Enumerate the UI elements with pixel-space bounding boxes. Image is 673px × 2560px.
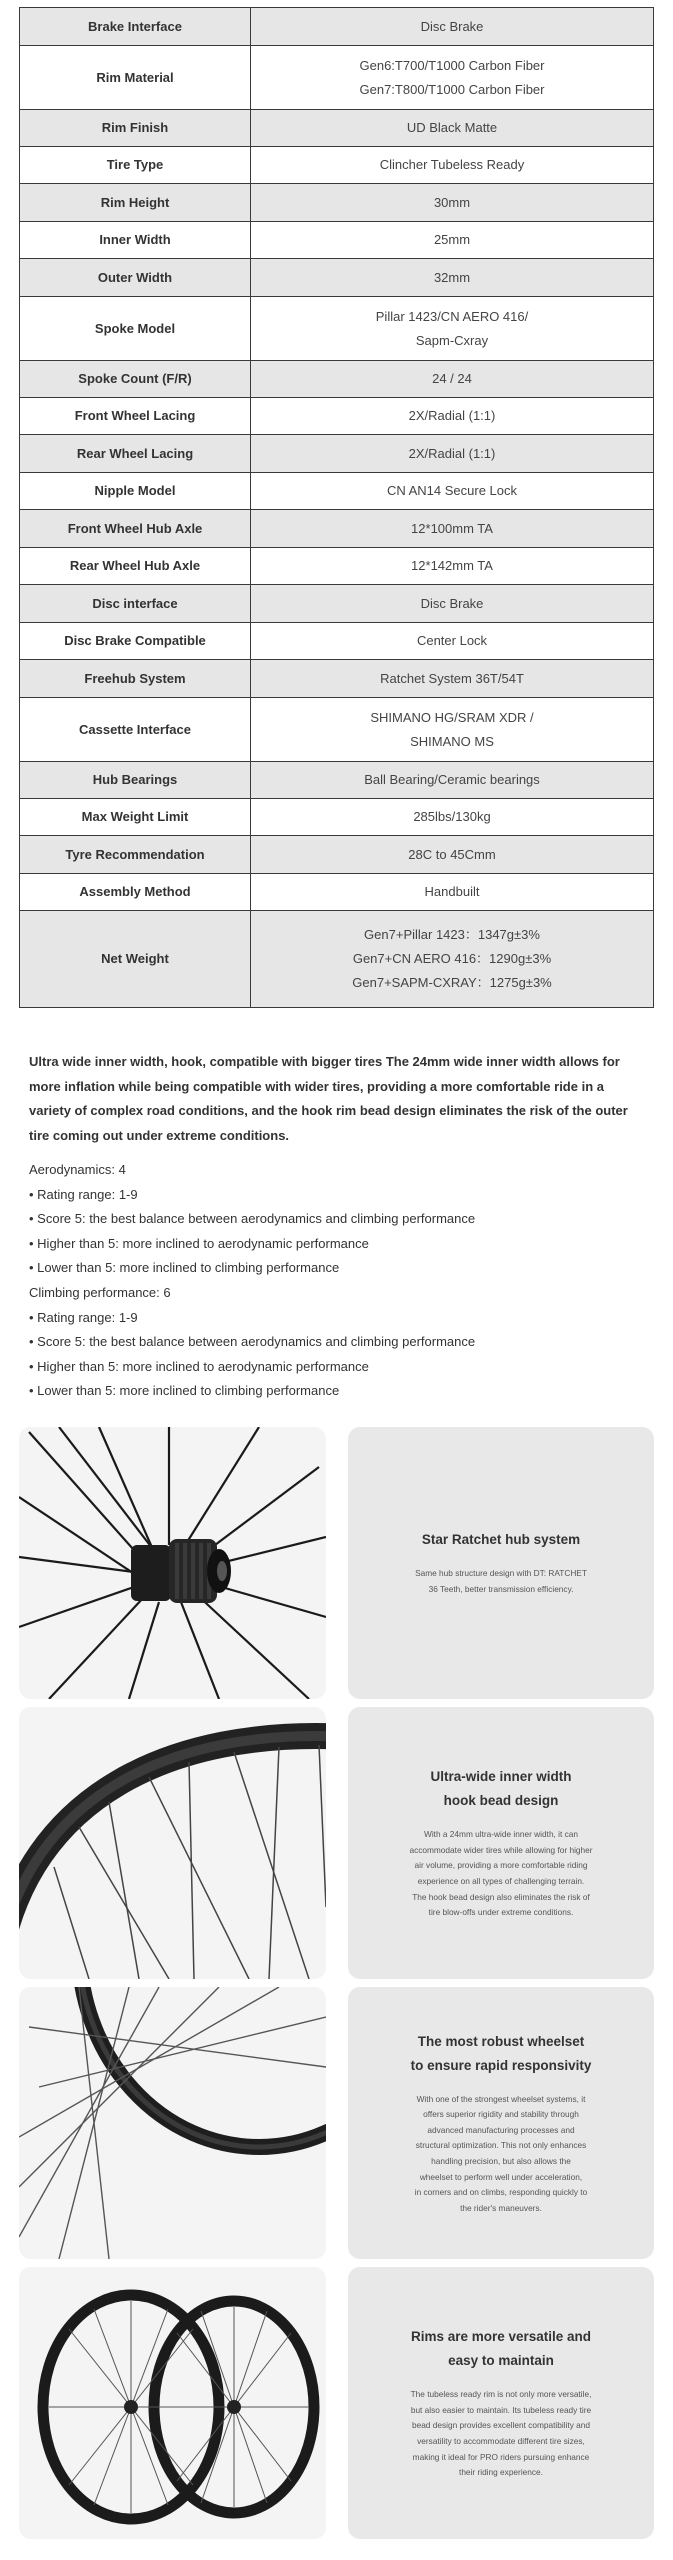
spec-value: Handbuilt	[251, 874, 654, 911]
spec-label: Rear Wheel Lacing	[20, 435, 251, 473]
spec-label: Disc interface	[20, 585, 251, 623]
feature-card	[348, 1987, 654, 2259]
spec-row	[20, 297, 654, 361]
spec-label: Rim Finish	[20, 110, 251, 147]
spec-value: Pillar 1423/CN AERO 416/ Sapm-Cxray	[251, 297, 654, 361]
spec-row	[20, 8, 654, 46]
spec-row	[20, 762, 654, 799]
feature-robust	[19, 1987, 654, 2259]
feature-description: The tubeless ready rim is not only more versatile, but also easier to maintain. Its tubeless ready tire bead design provides excellent compatibility and versatility to accommodate different tire sizes, making it ideal for PRO riders pursuing enhance their riding experience.	[410, 2389, 592, 2478]
feature-description: Same hub structure design with DT: RATCHET 36 Teeth, better transmission efficiency.	[415, 1568, 587, 1594]
spec-row	[20, 398, 654, 435]
spec-row	[20, 46, 654, 110]
spec-value: SHIMANO HG/SRAM XDR / SHIMANO MS	[251, 698, 654, 762]
feature-description: With a 24mm ultra-wide inner width, it can accommodate wider tires while allowing for higher air volume, providing a more comfortable riding experience on all types of challenging terrain. The hook bead design also eliminates the risk of tire blow-offs under extreme conditions.	[409, 1829, 593, 1918]
spec-label: Front Wheel Lacing	[20, 398, 251, 435]
spec-label: Rim Height	[20, 184, 251, 222]
spec-row	[20, 623, 654, 660]
spec-value: CN AN14 Secure Lock	[251, 473, 654, 510]
spec-value: Ratchet System 36T/54T	[251, 660, 654, 698]
feature-title: Ultra-wide inner width hook bead design	[430, 1769, 572, 1809]
spec-value: 32mm	[251, 259, 654, 297]
spec-row	[20, 585, 654, 623]
spec-value: 28C to 45Cmm	[251, 836, 654, 874]
feature-title: Rims are more versatile and easy to maintain	[410, 2329, 592, 2369]
spec-row	[20, 110, 654, 147]
spec-label: Spoke Model	[20, 297, 251, 361]
spec-value: 285lbs/130kg	[251, 799, 654, 836]
spec-row	[20, 698, 654, 762]
feature-hub	[19, 1427, 654, 1699]
spec-value: UD Black Matte	[251, 110, 654, 147]
spec-row	[20, 259, 654, 297]
rating-range: • Rating range: 1-9	[29, 1309, 138, 1325]
spec-row	[20, 222, 654, 259]
spec-value: Clincher Tubeless Ready	[251, 147, 654, 184]
spec-row	[20, 473, 654, 510]
spec-value: Gen7+Pillar 1423：1347g±3% Gen7+CN AERO 416：1290g±3% Gen7+SAPM-CXRAY：1275g±3%	[251, 911, 654, 1008]
spec-value: 25mm	[251, 222, 654, 259]
spec-row	[20, 510, 654, 548]
spec-row	[20, 911, 654, 1008]
spec-label: Max Weight Limit	[20, 799, 251, 836]
spec-row	[20, 836, 654, 874]
spec-label: Assembly Method	[20, 874, 251, 911]
spec-label: Tyre Recommendation	[20, 836, 251, 874]
spec-label: Freehub System	[20, 660, 251, 698]
spec-label: Outer Width	[20, 259, 251, 297]
spec-label: Tire Type	[20, 147, 251, 184]
spec-value: 24 / 24	[251, 361, 654, 398]
feature-title: The most robust wheelset to ensure rapid responsivity	[410, 2033, 592, 2073]
feature-inner-width	[19, 1707, 654, 1979]
spec-row	[20, 548, 654, 585]
feature-versatile	[19, 2267, 654, 2539]
spec-value: Disc Brake	[251, 8, 654, 46]
spec-label: Inner Width	[20, 222, 251, 259]
spec-value: 12*100mm TA	[251, 510, 654, 548]
spec-label: Disc Brake Compatible	[20, 623, 251, 660]
rating-score-5: • Score 5: the best balance between aerodynamics and climbing performance	[29, 1211, 476, 1227]
spec-label: Hub Bearings	[20, 762, 251, 799]
intro-paragraph: Ultra wide inner width, hook, compatible with bigger tires The 24mm wide inner width allows for more inflation while being compatible with wider tires, providing a more comfortable ride in a variety of complex road conditions, and the hook rim bead design eliminates the risk of the outer tire coming out under extreme conditions.	[29, 1054, 628, 1143]
wheelset-photo	[19, 2267, 326, 2539]
spec-row	[20, 799, 654, 836]
spec-value: Center Lock	[251, 623, 654, 660]
hub-closeup-photo	[19, 1427, 326, 1699]
feature-description: With one of the strongest wheelset systems, it offers superior rigidity and stability through advanced manufacturing processes and structural optimization. This not only enhances handling precision, but also allows the wheelset to perform well under acceleration, in corners and on climbs, responding quickly to the rider's maneuvers.	[414, 2093, 588, 2213]
spec-row	[20, 435, 654, 473]
spec-value: 2X/Radial (1:1)	[251, 398, 654, 435]
spec-row	[20, 361, 654, 398]
spec-label: Rear Wheel Hub Axle	[20, 548, 251, 585]
spec-row	[20, 660, 654, 698]
spec-value: Gen6:T700/T1000 Carbon Fiber Gen7:T800/T1000 Carbon Fiber	[251, 46, 654, 110]
spec-label: Net Weight	[20, 911, 251, 1008]
spec-value: Ball Bearing/Ceramic bearings	[251, 762, 654, 799]
rating-lower: • Lower than 5: more inclined to climbing performance	[29, 1383, 340, 1399]
rim-arc-photo	[19, 1987, 326, 2259]
feature-card	[348, 1427, 654, 1699]
spec-value: Disc Brake	[251, 585, 654, 623]
performance-ratings	[29, 1158, 643, 1404]
feature-card	[348, 2267, 654, 2539]
spec-label: Nipple Model	[20, 473, 251, 510]
rating-lower: • Lower than 5: more inclined to climbing performance	[29, 1260, 340, 1276]
feature-title: Star Ratchet hub system	[421, 1532, 581, 1548]
spec-value: 30mm	[251, 184, 654, 222]
rim-bead-photo	[19, 1707, 326, 1979]
spec-value: 12*142mm TA	[251, 548, 654, 585]
rating-score-5: • Score 5: the best balance between aerodynamics and climbing performance	[29, 1334, 476, 1350]
climbing-heading: Climbing performance: 6	[29, 1284, 171, 1300]
spec-label: Cassette Interface	[20, 698, 251, 762]
spec-row	[20, 147, 654, 184]
rating-higher: • Higher than 5: more inclined to aerodynamic performance	[29, 1358, 369, 1374]
rating-range: • Rating range: 1-9	[29, 1186, 138, 1202]
spec-row	[20, 874, 654, 911]
spec-table	[19, 7, 654, 1008]
spec-label: Rim Material	[20, 46, 251, 110]
spec-label: Brake Interface	[20, 8, 251, 46]
aero-heading: Aerodynamics: 4	[29, 1162, 126, 1177]
spec-value: 2X/Radial (1:1)	[251, 435, 654, 473]
spec-label: Spoke Count (F/R)	[20, 361, 251, 398]
spec-row	[20, 184, 654, 222]
rating-higher: • Higher than 5: more inclined to aerodynamic performance	[29, 1235, 369, 1251]
spec-label: Front Wheel Hub Axle	[20, 510, 251, 548]
feature-card	[348, 1707, 654, 1979]
